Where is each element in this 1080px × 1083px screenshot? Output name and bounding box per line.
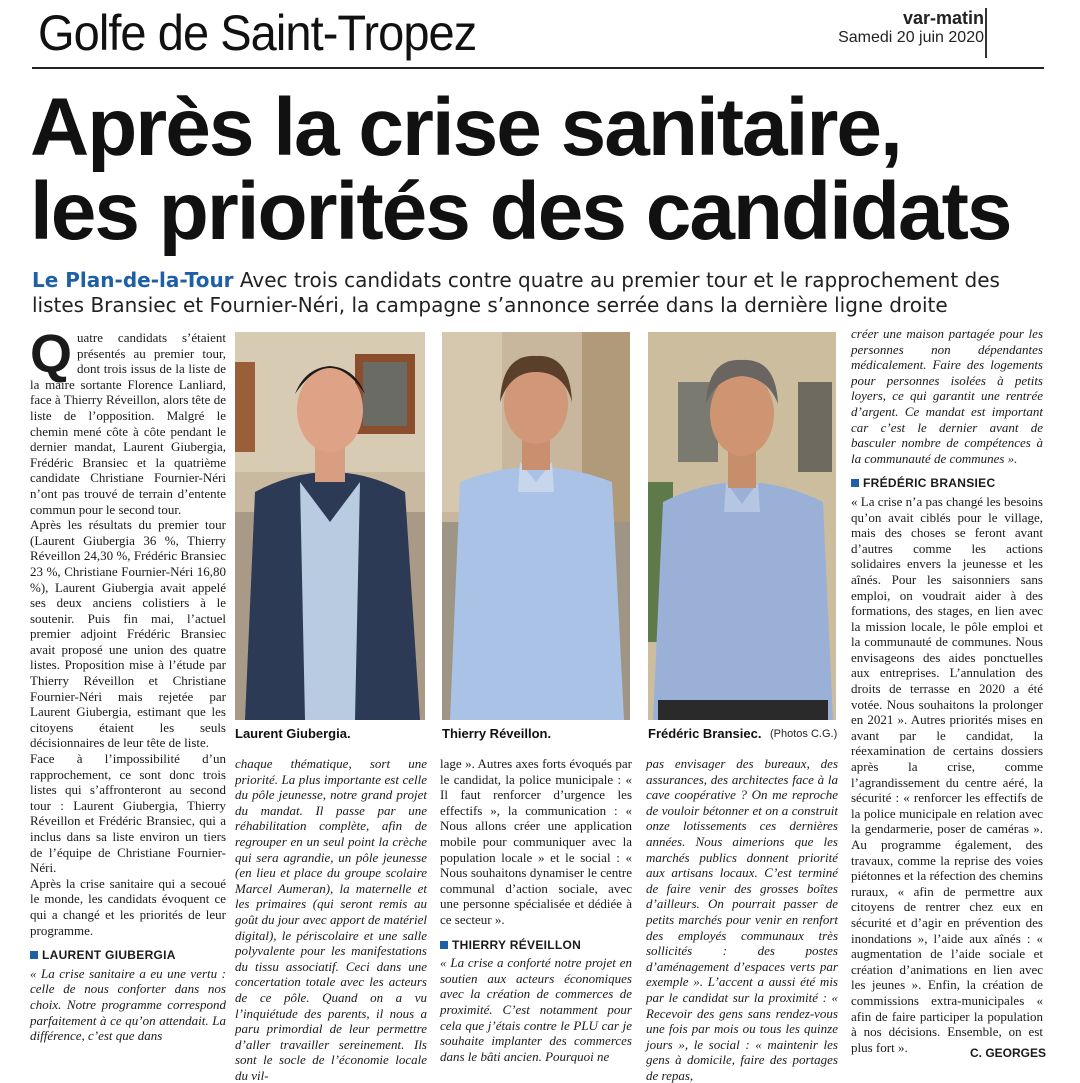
- drop-cap: Q: [30, 324, 73, 384]
- subheading-bransiec: FRÉDÉRIC BRANSIEC: [851, 476, 1043, 492]
- quote-paragraph: chaque thématique, sort une priorité. La plus importante est celle du pôle jeunesse, notre grand projet du mandat. Il passe par une réhabilitation complète, afin de regrouper en un seul point la crèche qui sera agrandie, un pôle jeunesse (en lieu et place du groupe scolaire Marcel Aumeran), la maternelle et les primaires (qui seront remis au goût du jour avec apport de matériel digital), le périscolaire et une salle polyvalente pour les manifestations du tissu associatif. Ceci dans une concertation totale avec les acteurs de ce pôle. Quand on a vu l’inquiétude des parents, il nous a paru primordial de leur permettre d’aller travailler sereinement. Ils sont le socle de l’économie locale du vil-: [235, 756, 427, 1083]
- author-signature: C. GEORGES: [970, 1046, 1047, 1060]
- column-2: [235, 756, 427, 1083]
- section-title: Golfe de Saint-Tropez: [38, 5, 477, 61]
- paragraph: « La crise n’a pas changé les besoins qu’on avait ciblés pour le village, mais des choses se feront avant d’autres comme les actions solidaires envers la jeunesse et les aînés. Pour les saisonniers sans emploi, on voudrait aider à des formations, des stages, en lien avec la mission locale, le pôle emploi et la communauté de communes. Nous envisageons des aides ponctuelles aux entreprises. L’annulation des droits de terrasse en 2020 a été votée. Nous souhaitons la prolonger en 2021 ». Autres priorités mises en avant par le candidat, la réexamination de certains dossiers après la crise, comme l’agrandissement du centre aéré, la sécurité : « renforcer les effectifs de la police municipale en relation avec la gendarmerie, poser de caméras ». Au programme également, des travaux, comme la reprise des voies piétonnes et la réfection des chemins ruraux, « afin de permettre aux citoyens de rentrer chez eux en sécurité et d’agir en prévention des inondations », l’aide aux aînés : « augmentation de l’aide sociale et création d’animations en lien avec les jeunes ». Enfin, la création de commissions extra-municipales « afin de faire participer la population à nos décisions. Ensemble, on est plus fort ».: [851, 493, 1043, 1055]
- column-1: [30, 324, 226, 1044]
- quote-paragraph: pas envisager des bureaux, des assurances, des architectes face à la cave coopérative ? On me reproche de vouloir bétonner et on a construit onze lotissements ces dernières années. Nous aimerions que les marchés publics donnent priorité aux artisans locaux. C’est terminé de faire venir des grosses boîtes d’ailleurs. On pourrait passer de petits marchés pour venir en renfort des employés communaux très sollicités : des postes d’aménagement d’espaces verts par exemple ». L’accent a aussi été mis par le candidat sur la proximité : « Recevoir des gens sans rendez-vous une fois par mois ou tous les quinze jours », le social : « maintenir les gens à domicile, faire des portages de repas,: [646, 756, 838, 1083]
- publication-date: Samedi 20 juin 2020: [838, 29, 984, 46]
- headline: [30, 82, 1011, 257]
- headline-line-1: Après la crise sanitaire,: [30, 82, 901, 173]
- photo-laurent-giubergia: [235, 332, 425, 720]
- quote-paragraph: créer une maison partagée pour les personnes non dépendantes médicalement. Faire des logements pour personnes isolées à petits loyers, ce qui garantit une rentrée d’argent. Ce mandat est important car c’est le dernier avant de basculer nombre de compétences à la communauté de communes ».: [851, 326, 1043, 466]
- photo-thierry-reveillon: [442, 332, 630, 720]
- paragraph: Après la crise sanitaire qui a secoué le monde, les candidats évoquent ce qui a changé et les priorités de leur programme.: [30, 875, 226, 938]
- paragraph: uatre candidats s’étaient présentés au premier tour, dont trois issus de la liste de la maire sortante Florence Lanliard, face à Thierry Réveillon, alors tête de liste de l’opposition. Malgré le chemin mené côte à côte pendant le dernier mandat, Laurent Giubergia, Frédéric Bransiec et la quatrième candidate Christiane Fournier-Néri n’ont pas trouvé de terrain d’entente commun pour le second tour.: [30, 330, 226, 517]
- photo-caption: Frédéric Bransiec.: [648, 726, 762, 741]
- header-rule: [32, 67, 1044, 69]
- quote-paragraph: « La crise a conforté notre projet en soutien aux acteurs économiques avec la création de commerces de proximité. C’est notamment pour cela que j’étais contre le PLU car je souhaite implanter des commerces dans le bâti ancien. Pourquoi ne: [440, 955, 632, 1064]
- article-deck: [32, 268, 1052, 318]
- header-divider: [985, 8, 987, 58]
- photo-credit: (Photos C.G.): [770, 728, 838, 740]
- column-3: [440, 756, 632, 1064]
- paragraph: Après les résultats du premier tour (Laurent Giubergia 36 %, Thierry Réveillon 24,30 %, Frédéric Bransiec 23 %, Christiane Fournier-Néri 16,80 %), Laurent Giubergia avait appelé ses deux anciens colistiers à le soutenir. Puis fin mai, l’actuel premier adjoint Frédéric Bransiec avait proposé une union des quatre listes. Proposition mise à l’étude par Thierry Réveillon et Christiane Fournier-Néri mais rejetée par Laurent Giubergia, estimant que les citoyens étaient les seuls décisionnaires de leur tête de liste.: [30, 517, 226, 751]
- headline-line-2: les priorités des candidats: [30, 166, 1011, 257]
- column-5: [851, 326, 1043, 1055]
- deck-kicker: Le Plan-de-la-Tour: [32, 268, 234, 292]
- deck-text: Avec trois candidats contre quatre au premier tour et le rapprochement des listes Bransiec et Fournier-Néri, la campagne s’annonce serrée dans la dernière ligne droite: [32, 268, 1000, 317]
- bullet-square-icon: [851, 479, 859, 487]
- bullet-square-icon: [440, 941, 448, 949]
- paragraph: lage ». Autres axes forts évoqués par le candidat, la police municipale : « Il faut renforcer d’urgence les effectifs », la communication : « Nous allons créer une application mobile pour communiquer avec la population locale » et le social : « Nous souhaitons dynamiser le centre communal d’action sociale, avec une personne spécialisée et dédiée à ce secteur ».: [440, 756, 632, 927]
- quote-paragraph: « La crise sanitaire a eu une vertu : celle de nous conforter dans nos choix. Notre programme correspond parfaitement à ce qu’on attendait. La différence, c’est que dans: [30, 965, 226, 1044]
- subheading-reveillon: THIERRY RÉVEILLON: [440, 938, 632, 954]
- photo-frederic-bransiec: [648, 332, 836, 720]
- bullet-square-icon: [30, 951, 38, 959]
- newspaper-name: var-matin: [902, 8, 984, 28]
- paragraph: Face à l’impossibilité d’un rapprochement, ce sont donc trois listes qui s’affronteront au second tour : Laurent Giubergia, Thierry Réveillon et Frédéric Bransiec, qui a inclus dans sa liste environ un tiers de l’équipe de Christiane Fournier-Néri.: [30, 751, 226, 876]
- photo-caption: Thierry Réveillon.: [442, 726, 552, 741]
- photo-caption: Laurent Giubergia.: [235, 726, 351, 741]
- column-4: [646, 756, 838, 1083]
- subheading-giubergia: LAURENT GIUBERGIA: [30, 948, 226, 964]
